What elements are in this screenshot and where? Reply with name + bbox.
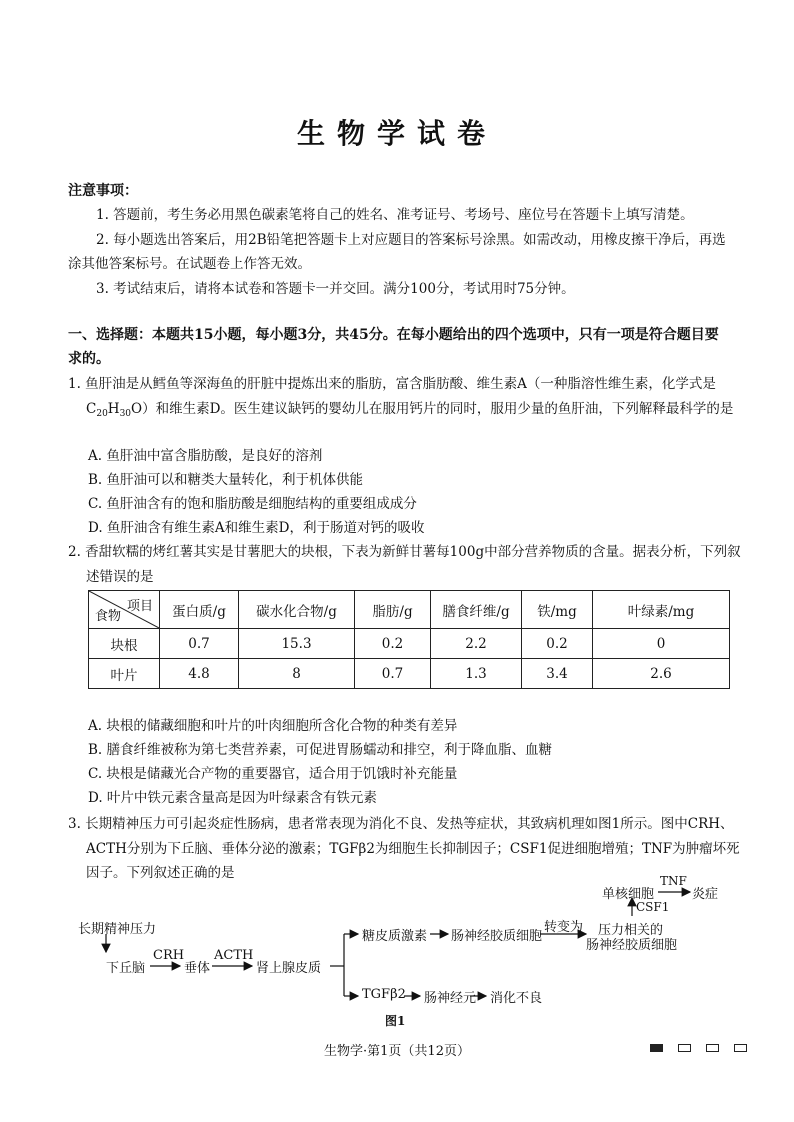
empty-square-mark [706, 1044, 719, 1052]
node-indigestion: 消化不良 [490, 991, 543, 1006]
node-monocyte: 单核细胞 [602, 887, 655, 902]
table-cell: 3.4 [522, 659, 593, 689]
node-glial-cell: 肠神经胶质细胞 [451, 929, 543, 944]
table-cell: 2.2 [431, 629, 522, 659]
table-cell: 1.3 [431, 659, 522, 689]
q1-option-c: C. 鱼肝油含有的饱和脂肪酸是细胞结构的重要组成成分 [88, 496, 417, 512]
question-3-stem: 3. 长期精神压力可引起炎症性肠病，患者常表现为消化不良、发热等症状，其致病机理如图1所示。图中CRH、ACTH分别为下丘脑、垂体分泌的激素；TGFβ2为细胞生长抑制因子；CSF1促进细胞增殖；TNF为肿瘤坏死因子。下列叙述正确的是 [68, 816, 740, 881]
q1-option-d: D. 鱼肝油含有维生素A和维生素D，利于肠道对钙的吸收 [88, 520, 425, 536]
node-stress: 长期精神压力 [78, 922, 157, 937]
label-acth: ACTH [214, 948, 254, 963]
q2-option-b: B. 膳食纤维被称为第七类营养素，可促进胃肠蠕动和排空，利于降血脂、血糖 [88, 742, 553, 758]
node-tgf-beta2: TGFβ2 [362, 987, 406, 1002]
node-stress-glial-2: 肠神经胶质细胞 [586, 938, 678, 953]
node-hypothalamus: 下丘脑 [106, 961, 146, 976]
question-2-stem: 2. 香甜软糯的烤红薯其实是甘薯肥大的块根，下表为新鲜甘薯每100g中部分营养物质的含量。据表分析，下列叙述错误的是 [68, 544, 741, 585]
node-glucocorticoid: 糖皮质激素 [362, 929, 428, 944]
node-stress-glial-1: 压力相关的 [598, 923, 664, 938]
label-transform: 转变为 [544, 920, 584, 935]
notice-item-1: 1. 答题前，考生务必用黑色碳素笔将自己的姓名、准考证号、考场号、座位号在答题卡上填写清楚。 [96, 207, 694, 223]
table-cell: 15.3 [239, 629, 355, 659]
table-cell: 4.8 [160, 659, 239, 689]
filled-square-mark [650, 1044, 663, 1052]
corner-label-food: 食物 [95, 609, 122, 624]
row-label: 叶片 [89, 659, 160, 689]
empty-square-mark [678, 1044, 691, 1052]
page-marks [650, 1040, 762, 1056]
q2-option-d: D. 叶片中铁元素含量高是因为叶绿素含有铁元素 [88, 790, 377, 806]
page-footer: 生物学·第1页（共12页） [324, 1044, 470, 1059]
figure-caption: 图1 [385, 1014, 406, 1028]
corner-label-item: 项目 [126, 599, 153, 614]
table-cell: 0.2 [355, 629, 431, 659]
label-crh: CRH [153, 948, 185, 963]
q2-option-c: C. 块根是储藏光合产物的重要器官，适合用于饥饿时补充能量 [88, 766, 458, 782]
table-header: 膳食纤维/g [431, 591, 522, 629]
row-label: 块根 [89, 629, 160, 659]
table-cell: 0 [593, 629, 730, 659]
table-cell: 0.7 [160, 629, 239, 659]
table-row [89, 629, 730, 659]
page-title: 生物学试卷 [296, 117, 497, 150]
empty-square-mark [734, 1044, 747, 1052]
notice-item-2: 2. 每小题选出答案后，用2B铅笔把答题卡上对应题目的答案标号涂黑。如需改动，用橡皮擦干净后，再选涂其他答案标号。在试题卷上作答无效。 [68, 232, 726, 272]
table-header: 叶绿素/mg [593, 591, 730, 629]
section-heading: 一、选择题：本题共15小题，每小题3分，共45分。在每小题给出的四个选项中，只有一项是符合题目要求的。 [68, 327, 719, 367]
q1-option-a: A. 鱼肝油中富含脂肪酸，是良好的溶剂 [88, 448, 323, 464]
node-inflammation: 炎症 [692, 887, 719, 902]
q1-option-b: B. 鱼肝油可以和糖类大量转化，利于机体供能 [88, 472, 364, 488]
question-1-stem: 1. 鱼肝油是从鳕鱼等深海鱼的肝脏中提炼出来的脂肪，富含脂肪酸、维生素A（一种脂溶性维生素，化学式是$C_{20}H_{30}O$）和维生素D。医生建议缺钙的婴幼儿在服用钙片的同时，服用少量的鱼肝油，下列解释最科学的是 [68, 376, 734, 419]
node-neuron: 肠神经元 [424, 991, 477, 1006]
figure-1-diagram [78, 872, 738, 1012]
table-header: 铁/mg [522, 591, 593, 629]
node-pituitary: 垂体 [184, 961, 211, 976]
notice-heading: 注意事项： [68, 183, 138, 199]
label-csf1: CSF1 [636, 900, 670, 914]
table-cell: 2.6 [593, 659, 730, 689]
notice-item-3: 3. 考试结束后，请将本试卷和答题卡一并交回。满分100分，考试用时75分钟。 [96, 281, 575, 297]
table-header: 脂肪/g [355, 591, 431, 629]
table-corner-cell [89, 591, 160, 629]
node-adrenal: 肾上腺皮质 [256, 961, 322, 976]
table-cell: 0.7 [355, 659, 431, 689]
q2-option-a: A. 块根的储藏细胞和叶片的叶肉细胞所含化合物的种类有差异 [88, 718, 458, 734]
table-cell: 0.2 [522, 629, 593, 659]
table-cell: 8 [239, 659, 355, 689]
nutrition-table [88, 590, 730, 689]
table-header: 蛋白质/g [160, 591, 239, 629]
table-header: 碳水化合物/g [239, 591, 355, 629]
label-tnf: TNF [660, 874, 687, 888]
table-row [89, 659, 730, 689]
